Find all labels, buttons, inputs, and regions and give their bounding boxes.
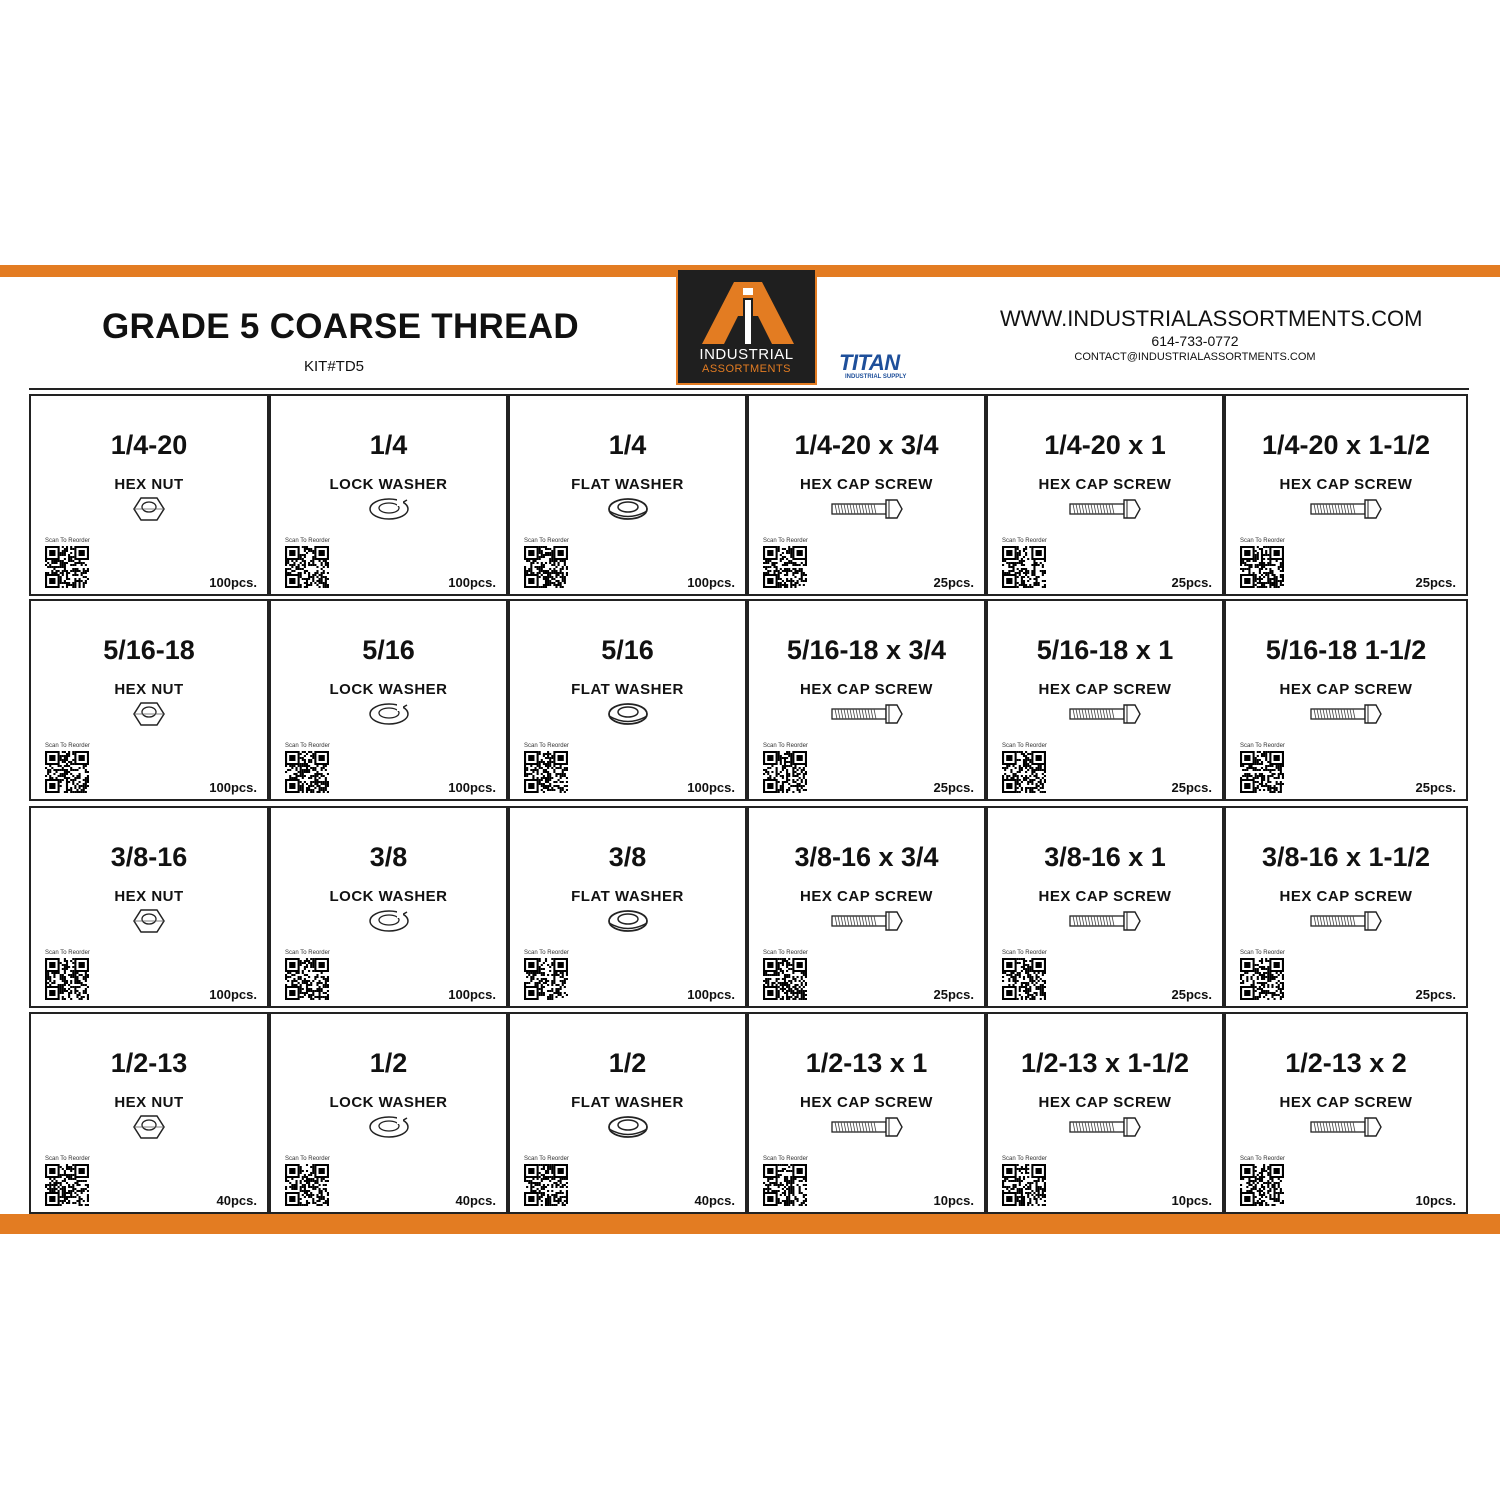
part-cell <box>29 599 269 801</box>
part-type: HEX CAP SCREW <box>1279 681 1413 698</box>
part-size: 3/8-16 x 3/4 <box>794 842 939 872</box>
reorder-qr-code[interactable] <box>763 958 807 1000</box>
website-link[interactable]: WWW.INDUSTRIALASSORTMENTS.COM <box>1000 306 1423 331</box>
part-quantity: 25pcs. <box>1415 575 1456 590</box>
hex-cap-screw-icon <box>988 701 1222 731</box>
part-size: 5/16 <box>601 635 654 665</box>
part-quantity: 25pcs. <box>1415 780 1456 795</box>
part-size: 1/4-20 x 3/4 <box>794 430 939 460</box>
reorder-qr-code[interactable] <box>763 546 807 588</box>
part-type: LOCK WASHER <box>329 1094 448 1111</box>
hex-nut-icon <box>31 701 267 731</box>
part-quantity: 100pcs. <box>209 575 257 590</box>
part-cell <box>986 394 1224 596</box>
titan-logo <box>833 350 913 384</box>
scan-to-reorder-label: Scan To Reorder <box>45 743 90 749</box>
part-type: HEX CAP SCREW <box>1038 888 1172 905</box>
scan-to-reorder-label: Scan To Reorder <box>1240 743 1285 749</box>
hex-cap-screw-icon <box>749 496 984 526</box>
part-type: LOCK WASHER <box>329 681 448 698</box>
part-quantity: 25pcs. <box>933 987 974 1002</box>
scan-to-reorder-label: Scan To Reorder <box>285 743 330 749</box>
scan-to-reorder-label: Scan To Reorder <box>763 950 808 956</box>
reorder-qr-code[interactable] <box>524 1164 568 1206</box>
scan-to-reorder-label: Scan To Reorder <box>45 538 90 544</box>
part-size: 1/2-13 x 2 <box>1285 1048 1407 1078</box>
part-type: HEX CAP SCREW <box>1279 476 1413 493</box>
part-size: 3/8 <box>608 842 647 872</box>
reorder-qr-code[interactable] <box>45 546 89 588</box>
part-cell <box>747 806 986 1008</box>
part-size: 1/4-20 <box>110 430 188 460</box>
part-quantity: 100pcs. <box>687 575 735 590</box>
scan-to-reorder-label: Scan To Reorder <box>1002 538 1047 544</box>
hex-cap-screw-icon <box>1226 908 1466 938</box>
scan-to-reorder-label: Scan To Reorder <box>1002 1156 1047 1162</box>
part-cell <box>508 599 747 801</box>
part-cell <box>747 1012 986 1214</box>
scan-to-reorder-label: Scan To Reorder <box>285 538 330 544</box>
hex-cap-screw-icon <box>1226 1114 1466 1144</box>
phone-number: 614-733-0772 <box>1151 333 1239 349</box>
reorder-qr-code[interactable] <box>524 751 568 793</box>
part-quantity: 100pcs. <box>448 780 496 795</box>
scan-to-reorder-label: Scan To Reorder <box>285 1156 330 1162</box>
part-type: HEX CAP SCREW <box>1279 1094 1413 1111</box>
part-cell <box>29 806 269 1008</box>
reorder-qr-code[interactable] <box>45 751 89 793</box>
part-cell <box>269 1012 508 1214</box>
part-size: 5/16-18 x 3/4 <box>786 635 947 665</box>
hex-cap-screw-icon <box>988 908 1222 938</box>
part-cell <box>29 394 269 596</box>
scan-to-reorder-label: Scan To Reorder <box>45 950 90 956</box>
hex-cap-screw-icon <box>1226 701 1466 731</box>
page-title: GRADE 5 COARSE THREAD <box>102 307 579 346</box>
reorder-qr-code[interactable] <box>45 1164 89 1206</box>
part-size: 1/4 <box>608 430 647 460</box>
part-cell <box>508 806 747 1008</box>
part-cell <box>269 806 508 1008</box>
part-type: HEX NUT <box>114 1094 184 1111</box>
flat-washer-icon <box>510 701 745 731</box>
part-quantity: 100pcs. <box>448 575 496 590</box>
part-quantity: 25pcs. <box>933 575 974 590</box>
reorder-qr-code[interactable] <box>763 1164 807 1206</box>
parts-grid <box>29 388 1469 1216</box>
hex-cap-screw-icon <box>749 1114 984 1144</box>
part-type: HEX CAP SCREW <box>800 888 933 905</box>
scan-to-reorder-label: Scan To Reorder <box>524 950 569 956</box>
part-size: 1/4 <box>369 430 408 460</box>
part-cell <box>1224 394 1468 596</box>
part-size: 1/2 <box>369 1048 408 1078</box>
titan-logo-subtitle: INDUSTRIAL SUPPLY <box>845 374 907 380</box>
part-type: HEX CAP SCREW <box>800 1094 933 1111</box>
hex-cap-screw-icon <box>988 496 1222 526</box>
logo-a-icon <box>698 278 798 346</box>
lock-washer-icon <box>271 1114 506 1144</box>
hex-cap-screw-icon <box>749 701 984 731</box>
logo-line1: INDUSTRIAL <box>699 346 794 363</box>
part-size: 3/8 <box>369 842 408 872</box>
part-size: 5/16-18 <box>103 635 195 665</box>
scan-to-reorder-label: Scan To Reorder <box>45 1156 90 1162</box>
part-size: 3/8-16 <box>110 842 188 872</box>
flat-washer-icon <box>510 908 745 938</box>
reorder-qr-code[interactable] <box>1002 546 1046 588</box>
part-type: HEX CAP SCREW <box>800 681 933 698</box>
scan-to-reorder-label: Scan To Reorder <box>524 538 569 544</box>
kit-number: KIT#TD5 <box>304 358 365 375</box>
scan-to-reorder-label: Scan To Reorder <box>763 743 808 749</box>
part-type: LOCK WASHER <box>329 476 448 493</box>
part-quantity: 10pcs. <box>1171 1193 1212 1208</box>
part-size: 5/16-18 x 1 <box>1036 635 1174 665</box>
part-quantity: 100pcs. <box>687 987 735 1002</box>
part-quantity: 100pcs. <box>448 987 496 1002</box>
hex-nut-icon <box>31 1114 267 1144</box>
part-size: 3/8-16 x 1 <box>1044 842 1166 872</box>
reorder-qr-code[interactable] <box>1002 958 1046 1000</box>
part-type: FLAT WASHER <box>571 476 684 493</box>
part-size: 1/4-20 x 1-1/2 <box>1261 430 1431 460</box>
reorder-qr-code[interactable] <box>1002 1164 1046 1206</box>
part-cell <box>986 599 1224 801</box>
part-type: HEX CAP SCREW <box>1279 888 1413 905</box>
reorder-qr-code[interactable] <box>45 958 89 1000</box>
part-cell <box>986 806 1224 1008</box>
part-size: 5/16 <box>362 635 415 665</box>
lock-washer-icon <box>271 496 506 526</box>
reorder-qr-code[interactable] <box>1240 751 1284 793</box>
part-size: 1/2 <box>608 1048 647 1078</box>
bottom-orange-band <box>0 1214 1500 1234</box>
part-type: HEX NUT <box>114 476 184 493</box>
part-type: HEX NUT <box>114 888 184 905</box>
reorder-qr-code[interactable] <box>524 546 568 588</box>
part-cell <box>508 394 747 596</box>
hex-nut-icon <box>31 908 267 938</box>
part-quantity: 100pcs. <box>687 780 735 795</box>
part-cell <box>986 1012 1224 1214</box>
scan-to-reorder-label: Scan To Reorder <box>763 1156 808 1162</box>
reorder-qr-code[interactable] <box>763 751 807 793</box>
part-quantity: 10pcs. <box>933 1193 974 1208</box>
part-type: HEX CAP SCREW <box>1038 681 1172 698</box>
part-type: HEX NUT <box>114 681 184 698</box>
part-cell <box>1224 806 1468 1008</box>
part-cell <box>1224 599 1468 801</box>
hex-cap-screw-icon <box>749 908 984 938</box>
reorder-qr-code[interactable] <box>1002 751 1046 793</box>
email-address[interactable]: CONTACT@INDUSTRIALASSORTMENTS.COM <box>1074 351 1316 363</box>
part-cell <box>747 394 986 596</box>
lock-washer-icon <box>271 908 506 938</box>
scan-to-reorder-label: Scan To Reorder <box>1002 950 1047 956</box>
part-size: 1/4-20 x 1 <box>1044 430 1166 460</box>
part-type: HEX CAP SCREW <box>800 476 933 493</box>
scan-to-reorder-label: Scan To Reorder <box>1240 1156 1285 1162</box>
part-cell <box>269 599 508 801</box>
part-quantity: 40pcs. <box>216 1193 257 1208</box>
scan-to-reorder-label: Scan To Reorder <box>1002 743 1047 749</box>
reorder-qr-code[interactable] <box>1240 546 1284 588</box>
titan-logo-word: TITAN <box>839 350 900 375</box>
reorder-qr-code[interactable] <box>524 958 568 1000</box>
reorder-qr-code[interactable] <box>285 958 329 1000</box>
reorder-qr-code[interactable] <box>285 751 329 793</box>
part-cell <box>508 1012 747 1214</box>
part-cell <box>29 1012 269 1214</box>
part-type: FLAT WASHER <box>571 888 684 905</box>
part-quantity: 10pcs. <box>1415 1193 1456 1208</box>
flat-washer-icon <box>510 496 745 526</box>
part-type: LOCK WASHER <box>329 888 448 905</box>
hex-cap-screw-icon <box>988 1114 1222 1144</box>
scan-to-reorder-label: Scan To Reorder <box>524 1156 569 1162</box>
part-quantity: 25pcs. <box>1415 987 1456 1002</box>
reorder-qr-code[interactable] <box>1240 958 1284 1000</box>
industrial-assortments-logo <box>676 268 817 385</box>
reorder-qr-code[interactable] <box>285 546 329 588</box>
part-cell <box>1224 1012 1468 1214</box>
part-size: 5/16-18 1-1/2 <box>1265 635 1427 665</box>
reorder-qr-code[interactable] <box>1240 1164 1284 1206</box>
scan-to-reorder-label: Scan To Reorder <box>763 538 808 544</box>
part-cell <box>747 599 986 801</box>
part-quantity: 40pcs. <box>455 1193 496 1208</box>
part-type: FLAT WASHER <box>571 681 684 698</box>
logo-line2: ASSORTMENTS <box>701 363 792 375</box>
part-quantity: 100pcs. <box>209 780 257 795</box>
lock-washer-icon <box>271 701 506 731</box>
part-quantity: 40pcs. <box>694 1193 735 1208</box>
scan-to-reorder-label: Scan To Reorder <box>1240 538 1285 544</box>
reorder-qr-code[interactable] <box>285 1164 329 1206</box>
part-size: 1/2-13 x 1 <box>805 1048 928 1078</box>
part-quantity: 25pcs. <box>1171 575 1212 590</box>
part-size: 1/2-13 <box>110 1048 188 1078</box>
part-size: 1/2-13 x 1-1/2 <box>1020 1048 1190 1078</box>
scan-to-reorder-label: Scan To Reorder <box>524 743 569 749</box>
hex-nut-icon <box>31 496 267 526</box>
part-type: HEX CAP SCREW <box>1038 476 1172 493</box>
part-type: HEX CAP SCREW <box>1038 1094 1172 1111</box>
part-type: FLAT WASHER <box>571 1094 684 1111</box>
part-quantity: 100pcs. <box>209 987 257 1002</box>
part-quantity: 25pcs. <box>1171 780 1212 795</box>
part-cell <box>269 394 508 596</box>
part-quantity: 25pcs. <box>1171 987 1212 1002</box>
scan-to-reorder-label: Scan To Reorder <box>285 950 330 956</box>
hex-cap-screw-icon <box>1226 496 1466 526</box>
part-quantity: 25pcs. <box>933 780 974 795</box>
flat-washer-icon <box>510 1114 745 1144</box>
part-size: 3/8-16 x 1-1/2 <box>1261 842 1431 872</box>
scan-to-reorder-label: Scan To Reorder <box>1240 950 1285 956</box>
